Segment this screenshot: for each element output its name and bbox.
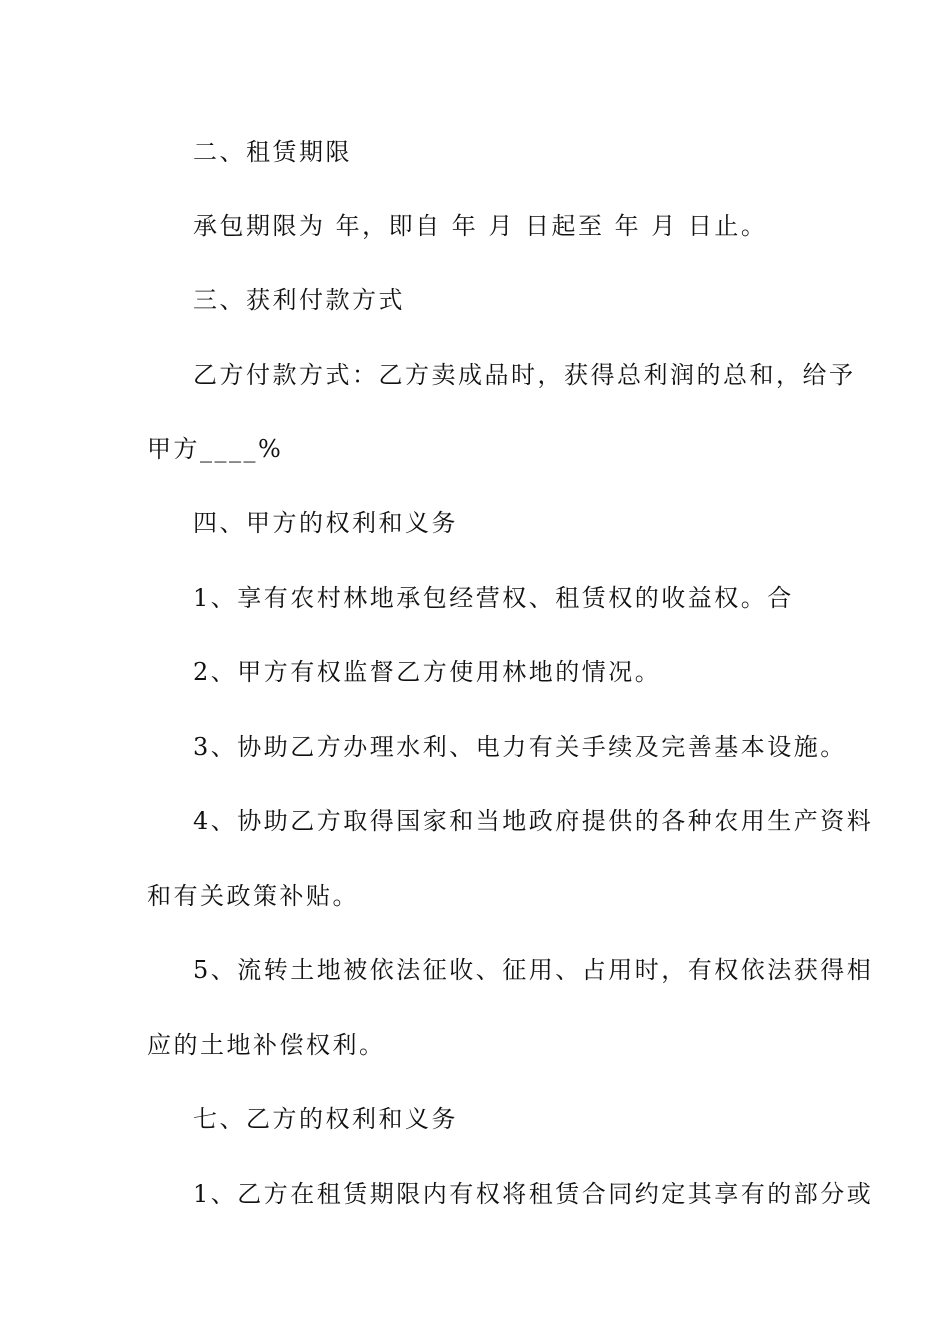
list-item-a-5-line-2: 应的土地补偿权利。 — [147, 1031, 386, 1059]
list-item-a-1: 1、享有农村林地承包经营权、租赁权的收益权。合 — [193, 584, 794, 612]
section-heading-party-b-rights: 七、乙方的权利和义务 — [193, 1105, 458, 1133]
paragraph-payment-line-2: 甲方____% — [147, 435, 284, 463]
list-item-a-5-line-1: 5、流转土地被依法征收、征用、占用时，有权依法获得相 — [193, 956, 874, 984]
list-item-a-4-line-1: 4、协助乙方取得国家和当地政府提供的各种农用生产资料 — [193, 807, 874, 835]
list-item-b-1: 1、乙方在租赁期限内有权将租赁合同约定其享有的部分或 — [193, 1180, 874, 1208]
paragraph-lease-period: 承包期限为 年，即自 年 月 日起至 年 月 日止。 — [193, 212, 768, 240]
list-item-a-2: 2、甲方有权监督乙方使用林地的情况。 — [193, 658, 662, 686]
section-heading-lease-term: 二、租赁期限 — [193, 138, 352, 166]
section-heading-party-a-rights: 四、甲方的权利和义务 — [193, 509, 458, 537]
paragraph-payment-line-1: 乙方付款方式：乙方卖成品时，获得总利润的总和，给予 — [193, 361, 856, 389]
list-item-a-4-line-2: 和有关政策补贴。 — [147, 882, 359, 910]
list-item-a-3: 3、协助乙方办理水利、电力有关手续及完善基本设施。 — [193, 733, 847, 761]
section-heading-payment: 三、获利付款方式 — [193, 286, 405, 314]
